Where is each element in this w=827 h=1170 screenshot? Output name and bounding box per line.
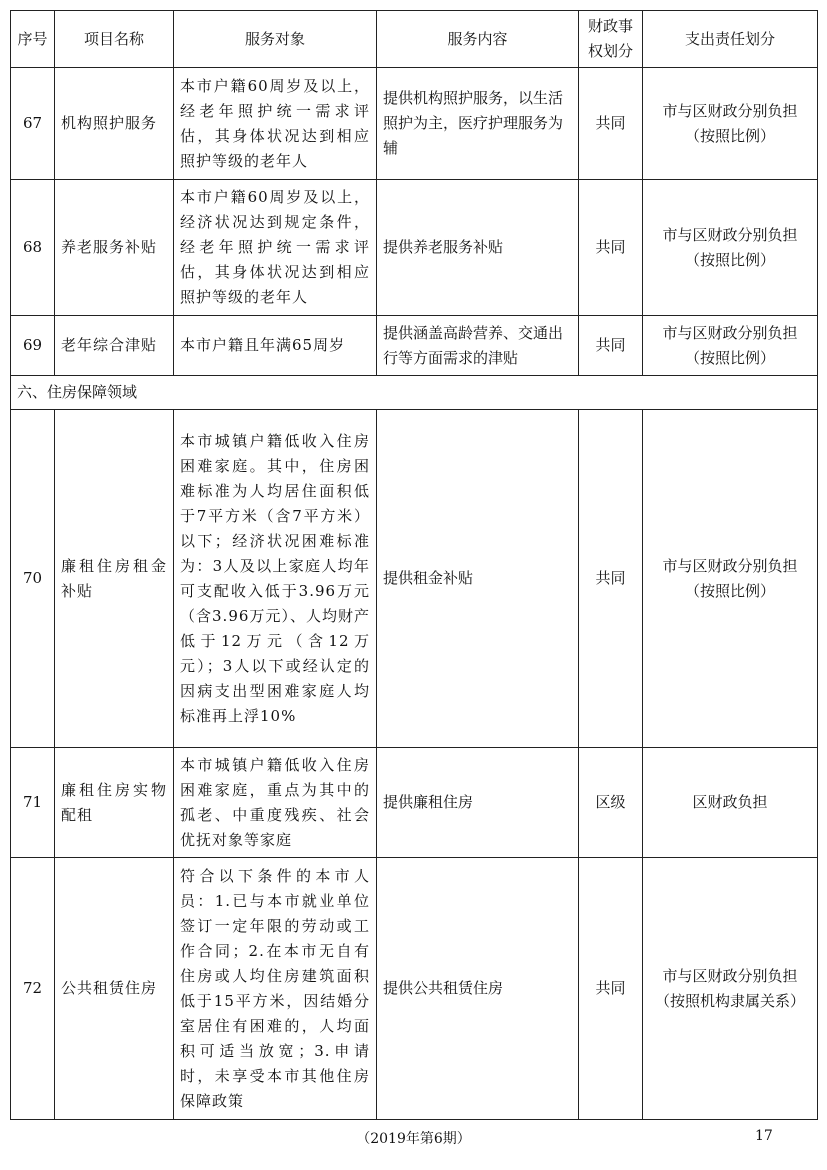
- services-table: [10, 10, 818, 1120]
- row-target: 本市户籍且年满65周岁: [174, 316, 377, 376]
- table-row: [11, 748, 818, 858]
- row-name: 机构照护服务: [55, 68, 174, 180]
- row-content: 提供机构照护服务，以生活照护为主，医疗护理服务为辅: [377, 68, 579, 180]
- row-seq: 70: [11, 410, 55, 748]
- row-fiscal: 区级: [579, 748, 643, 858]
- row-fiscal: 共同: [579, 68, 643, 180]
- row-fiscal: 共同: [579, 858, 643, 1120]
- row-content: 提供涵盖高龄营养、交通出行等方面需求的津贴: [377, 316, 579, 376]
- row-name: 养老服务补贴: [55, 180, 174, 316]
- row-target: 本市城镇户籍低收入住房困难家庭，重点为其中的孤老、中重度残疾、社会优抚对象等家庭: [174, 748, 377, 858]
- section-row: [11, 376, 818, 410]
- row-expense: 市与区财政分别负担（按照比例）: [643, 68, 818, 180]
- row-seq: 72: [11, 858, 55, 1120]
- row-name: 廉租住房租金补贴: [55, 410, 174, 748]
- row-fiscal: 共同: [579, 410, 643, 748]
- header-content: 服务内容: [377, 11, 579, 68]
- row-content: 提供公共租赁住房: [377, 858, 579, 1120]
- row-seq: 69: [11, 316, 55, 376]
- page-number: 17: [755, 1128, 773, 1144]
- row-expense: 市与区财政分别负担（按照机构隶属关系）: [643, 858, 818, 1120]
- row-fiscal: 共同: [579, 180, 643, 316]
- row-expense: 区财政负担: [643, 748, 818, 858]
- row-target: 本市户籍60周岁及以上，经老年照护统一需求评估，其身体状况达到相应照护等级的老年人: [174, 68, 377, 180]
- table-row: [11, 316, 818, 376]
- section-title: 六、住房保障领域: [11, 376, 818, 410]
- row-content: 提供租金补贴: [377, 410, 579, 748]
- header-expense: 支出责任划分: [643, 11, 818, 68]
- header-name: 项目名称: [55, 11, 174, 68]
- row-expense: 市与区财政分别负担（按照比例）: [643, 180, 818, 316]
- issue-label: （2019年第6期）: [356, 1131, 471, 1147]
- row-content: 提供养老服务补贴: [377, 180, 579, 316]
- row-target: 本市城镇户籍低收入住房困难家庭。其中，住房困难标准为人均居住面积低于7平方米（含7平方米）以下；经济状况困难标准为：3人及以上家庭人均年可支配收入低于3.96万元（含3.96万元）、人均财产低于12万元（含12万元）；3人以下或经认定的因病支出型困难家庭人均标准再上浮10%: [174, 410, 377, 748]
- row-name: 公共租赁住房: [55, 858, 174, 1120]
- table-row: [11, 68, 818, 180]
- row-seq: 71: [11, 748, 55, 858]
- row-name: 老年综合津贴: [55, 316, 174, 376]
- row-content: 提供廉租住房: [377, 748, 579, 858]
- header-target: 服务对象: [174, 11, 377, 68]
- header-seq: 序号: [11, 11, 55, 68]
- row-fiscal: 共同: [579, 316, 643, 376]
- row-target: 本市户籍60周岁及以上，经济状况达到规定条件，经老年照护统一需求评估，其身体状况达到相应照护等级的老年人: [174, 180, 377, 316]
- row-seq: 67: [11, 68, 55, 180]
- row-expense: 市与区财政分别负担（按照比例）: [643, 316, 818, 376]
- table-row: [11, 180, 818, 316]
- row-seq: 68: [11, 180, 55, 316]
- header-fiscal: 财政事权划分: [579, 11, 643, 68]
- row-target: 符合以下条件的本市人员：1.已与本市就业单位签订一定年限的劳动或工作合同；2.在本市无自有住房或人均住房建筑面积低于15平方米，因结婚分室居住有困难的，人均面积可适当放宽；3.申请时，未享受本市其他住房保障政策: [174, 858, 377, 1120]
- row-expense: 市与区财政分别负担（按照比例）: [643, 410, 818, 748]
- table-row: [11, 410, 818, 748]
- row-name: 廉租住房实物配租: [55, 748, 174, 858]
- table-row: [11, 858, 818, 1120]
- header-row: [11, 11, 818, 68]
